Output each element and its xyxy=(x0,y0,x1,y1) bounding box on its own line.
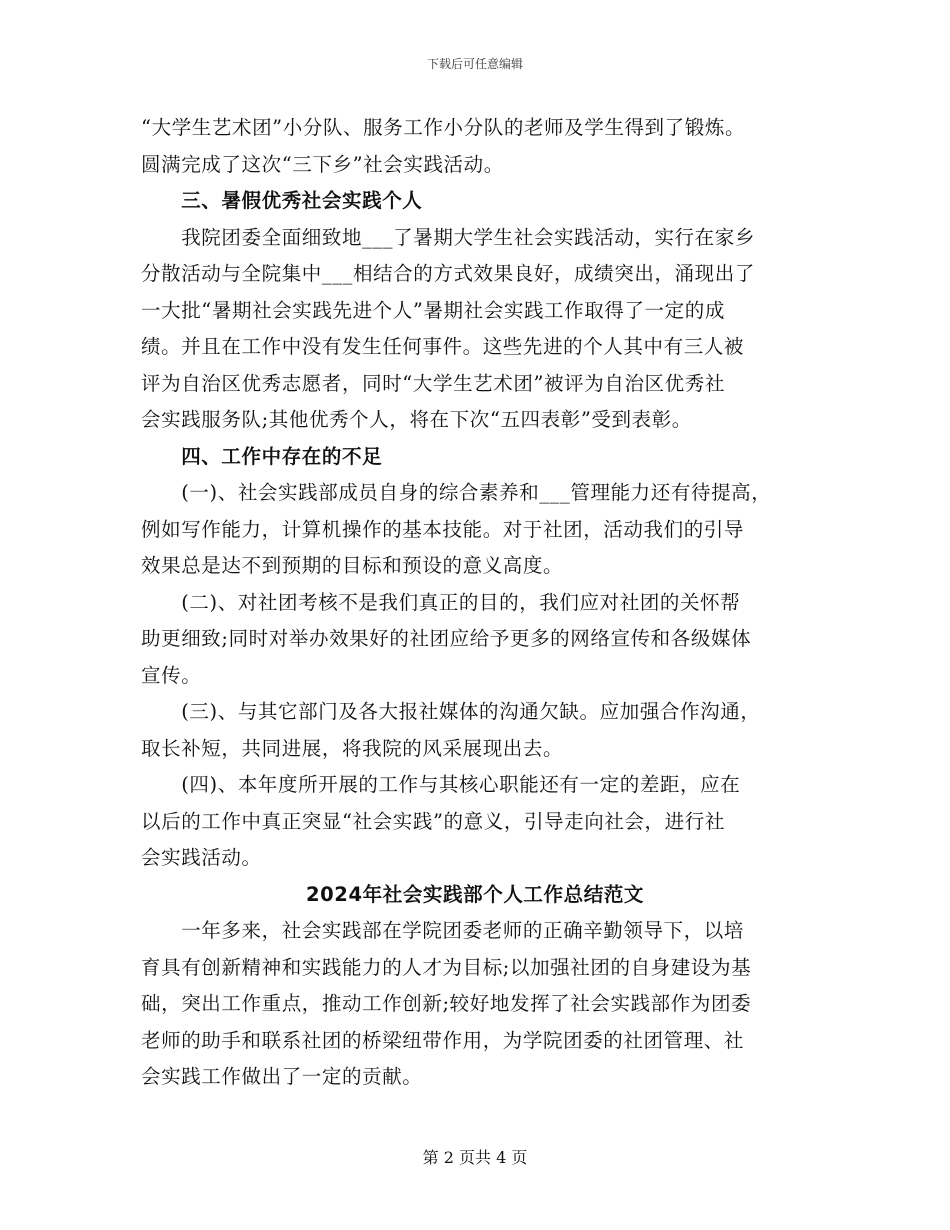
header-note: 下载后可任意编辑 xyxy=(426,57,523,71)
text-line: 效果总是达不到预期的目标和预设的意义高度。 xyxy=(141,554,564,577)
text-line: 会实践活动。 xyxy=(141,846,262,869)
document-body xyxy=(141,110,809,1096)
text-line: 评为自治区优秀志愿者，同时“大学生艺术团”被评为自治区优秀社 xyxy=(141,371,725,395)
text-line: 以后的工作中真正突显“社会实践”的意义，引导走向社会，进行社 xyxy=(141,809,725,833)
page-number-footer: 第 2 页共 4 页 xyxy=(422,1148,528,1167)
text-line: 绩。并且在工作中没有发生任何事件。这些先进的个人其中有三人被 xyxy=(141,335,745,358)
text-line: 一年多来，社会实践部在学院团委老师的正确辛勤领导下，以培 xyxy=(141,919,745,942)
text-line: 础，突出工作重点，推动工作创新;较好地发挥了社会实践部作为团委 xyxy=(141,992,752,1015)
text-line: (三)、与其它部门及各大报社媒体的沟通欠缺。应加强合作沟通， xyxy=(141,700,761,723)
text-line: 宣传。 xyxy=(141,663,202,687)
text-line: 例如写作能力，计算机操作的基本技能。对于社团，活动我们的引导 xyxy=(141,517,745,541)
article-title: 2024年社会实践部个人工作总结范文 xyxy=(305,882,645,906)
text-line: 取长补短，共同进展，将我院的风采展现出去。 xyxy=(141,736,564,760)
section-heading-4: 四、工作中存在的不足 xyxy=(141,444,383,468)
text-line: 会实践服务队;其他优秀个人，将在下次“五四表彰”受到表彰。 xyxy=(141,408,692,431)
text-line: 一大批“暑期社会实践先进个人”暑期社会实践工作取得了一定的成 xyxy=(141,298,725,322)
text-line: 分散活动与全院集中___相结合的方式效果良好，成绩突出，涌现出了 xyxy=(141,262,755,285)
text-line: 我院团委全面细致地___了暑期大学生社会实践活动，实行在家乡 xyxy=(141,225,755,249)
text-line: 老师的助手和联系社团的桥梁纽带作用，为学院团委的社团管理、社 xyxy=(141,1028,745,1052)
text-line: (一)、社会实践部成员自身的综合素养和___管理能力还有待提高， xyxy=(141,481,772,504)
text-line: (四)、本年度所开展的工作与其核心职能还有一定的差距，应在 xyxy=(141,773,741,796)
text-line: (二)、对社团考核不是我们真正的目的，我们应对社团的关怀帮 xyxy=(141,590,741,614)
text-line: 育具有创新精神和实践能力的人才为目标;以加强社团的自身建设为基 xyxy=(141,955,752,979)
text-line: 助更细致;同时对举办效果好的社团应给予更多的网络宣传和各级媒体 xyxy=(141,627,752,650)
text-line: 会实践工作做出了一定的贡献。 xyxy=(141,1065,423,1088)
text-line: “大学生艺术团”小分队、服务工作小分队的老师及学生得到了锻炼。 xyxy=(141,116,746,139)
section-heading-3: 三、暑假优秀社会实践个人 xyxy=(141,189,423,212)
text-line: 圆满完成了这次“三下乡”社会实践活动。 xyxy=(141,152,504,176)
